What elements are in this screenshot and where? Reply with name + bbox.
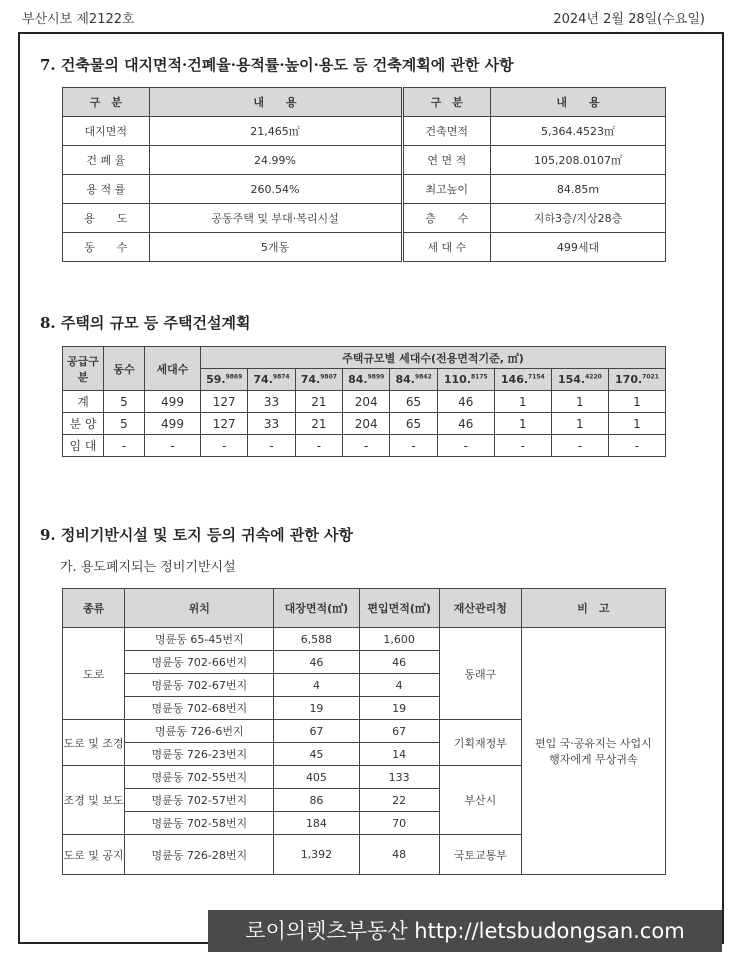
table-cell: 46 — [274, 651, 359, 674]
table-cell: 1 — [494, 413, 551, 435]
table-cell: 1,392 — [274, 835, 359, 875]
table-cell: - — [201, 435, 248, 457]
size-header — [390, 369, 437, 391]
section-9-title: 9. 정비기반시설 및 토지 등의 귀속에 관한 사항 — [40, 526, 354, 544]
subsection-title: 가. 용도폐지되는 정비기반시설 — [60, 560, 236, 575]
size-int: 154. — [557, 373, 586, 386]
table-cell: 지하3층/지상28층 — [491, 204, 666, 233]
infrastructure-table — [62, 588, 666, 875]
table-cell: 동래구 — [439, 628, 521, 720]
gazette-date: 2024년 2월 28일(수요일) — [553, 12, 705, 27]
table-cell: 종류 — [63, 589, 125, 628]
building-plan-table — [62, 87, 666, 262]
table-cell: - — [437, 435, 494, 457]
size-dec: 7154 — [528, 373, 545, 381]
table-cell: 용 적 률 — [63, 175, 150, 204]
table-cell: 184 — [274, 812, 359, 835]
size-header — [551, 369, 608, 391]
table-cell: 19 — [359, 697, 439, 720]
table-cell: 편입 국·공유지는 사업시행자에게 무상귀속 — [521, 628, 665, 875]
table-cell: 65 — [390, 391, 437, 413]
table-cell: 명륜동 702-66번지 — [125, 651, 274, 674]
table-cell: 4 — [359, 674, 439, 697]
size-dec: 8175 — [470, 373, 488, 381]
table-cell: 최고높이 — [402, 175, 491, 204]
watermark: 로이의렛츠부동산 http://letsbudongsan.com — [208, 910, 722, 952]
size-header — [201, 369, 248, 391]
size-dec: 9869 — [225, 373, 243, 381]
table-cell: 부산시 — [439, 766, 521, 835]
table-cell: 105,208.0107㎡ — [491, 146, 666, 175]
table-cell: 499세대 — [491, 233, 666, 262]
table-cell: 127 — [201, 413, 248, 435]
table-cell: 127 — [201, 391, 248, 413]
size-int: 74. — [300, 373, 321, 386]
gazette-issue: 부산시보 제2122호 — [22, 12, 135, 27]
table-cell: 대장면적(㎡) — [274, 589, 359, 628]
th: 내 용 — [149, 88, 402, 117]
th: 내 용 — [491, 88, 666, 117]
table-cell: 1 — [494, 391, 551, 413]
table-row — [63, 204, 666, 233]
table-row — [63, 175, 666, 204]
table-cell: 국토교통부 — [439, 835, 521, 875]
table-cell: 33 — [248, 413, 295, 435]
table-cell: 위치 — [125, 589, 274, 628]
th: 동수 — [104, 347, 145, 391]
table-cell: 33 — [248, 391, 295, 413]
table-cell: - — [608, 435, 665, 457]
table-cell: 46 — [437, 391, 494, 413]
th: 세대수 — [145, 347, 201, 391]
table-cell: 1 — [608, 413, 665, 435]
table-cell: 260.54% — [149, 175, 402, 204]
table-cell: - — [551, 435, 608, 457]
table-cell: 19 — [274, 697, 359, 720]
table-cell: 재산관리청 — [439, 589, 521, 628]
table-cell: 층 수 — [402, 204, 491, 233]
table-cell: 명륜동 702-55번지 — [125, 766, 274, 789]
size-header — [248, 369, 295, 391]
table-cell: 5 — [104, 391, 145, 413]
size-dec: 7021 — [642, 373, 659, 381]
table-row — [63, 117, 666, 146]
table-cell: 499 — [145, 413, 201, 435]
table-cell: 공동주택 및 부대·복리시설 — [149, 204, 402, 233]
section-8-title: 8. 주택의 규모 등 주택건설계획 — [40, 314, 251, 332]
table-cell: 명륜동 702-68번지 — [125, 697, 274, 720]
table-cell: 46 — [359, 651, 439, 674]
table-cell: 도로 및 공지 — [63, 835, 125, 875]
table-cell: 동 수 — [63, 233, 150, 262]
table-cell: 499 — [145, 391, 201, 413]
table-cell: 명륜동 726-23번지 — [125, 743, 274, 766]
table-cell: - — [295, 435, 342, 457]
size-dec: 9899 — [367, 373, 385, 381]
size-int: 146. — [500, 373, 529, 386]
table-cell: 명륜동 702-58번지 — [125, 812, 274, 835]
table-cell: 67 — [359, 720, 439, 743]
table-cell: 204 — [343, 413, 390, 435]
table-cell: 기획재정부 — [439, 720, 521, 766]
table-cell: 1,600 — [359, 628, 439, 651]
size-int: 84. — [348, 373, 368, 386]
table-cell: 비 고 — [521, 589, 665, 628]
table-cell: 도로 — [63, 628, 125, 720]
table-cell: 명륜동 726-6번지 — [125, 720, 274, 743]
table-cell: 명륜동 726-28번지 — [125, 835, 274, 875]
housing-plan-table — [62, 346, 666, 457]
table-cell: 204 — [343, 391, 390, 413]
table-row — [63, 628, 666, 651]
th: 구 분 — [63, 88, 150, 117]
size-header — [295, 369, 342, 391]
size-int: 74. — [253, 373, 273, 386]
table-cell: 도로 및 조경 — [63, 720, 125, 766]
size-int: 59. — [206, 373, 226, 386]
table-cell: - — [494, 435, 551, 457]
size-header — [494, 369, 551, 391]
table-cell: 명륜동 702-67번지 — [125, 674, 274, 697]
size-int: 84. — [395, 373, 415, 386]
table-cell: 연 면 적 — [402, 146, 491, 175]
table-cell: 세 대 수 — [402, 233, 491, 262]
size-header — [437, 369, 494, 391]
table-cell: 21 — [295, 413, 342, 435]
table-cell: - — [343, 435, 390, 457]
table-row — [63, 146, 666, 175]
size-dec: 4220 — [585, 373, 602, 381]
table-cell: 48 — [359, 835, 439, 875]
table-cell: 21 — [295, 391, 342, 413]
table-cell: 1 — [551, 413, 608, 435]
size-dec: 9842 — [414, 373, 432, 381]
table-cell: - — [145, 435, 201, 457]
table-row — [63, 413, 666, 435]
th: 공급구분 — [63, 347, 104, 391]
table-cell: - — [248, 435, 295, 457]
th: 주택규모별 세대수(전용면적기준, ㎡) — [201, 347, 666, 369]
table-row — [63, 233, 666, 262]
table-cell: 계 — [63, 391, 104, 413]
table-cell: 22 — [359, 789, 439, 812]
table-cell: 4 — [274, 674, 359, 697]
table-cell: 46 — [437, 413, 494, 435]
table-cell: 용 도 — [63, 204, 150, 233]
table-cell: 5 — [104, 413, 145, 435]
section-7-title: 7. 건축물의 대지면적·건폐율·용적률·높이·용도 등 건축계획에 관한 사항 — [40, 56, 514, 74]
table-cell: 405 — [274, 766, 359, 789]
table-row — [63, 435, 666, 457]
table-cell: 임 대 — [63, 435, 104, 457]
size-header — [343, 369, 390, 391]
table-cell: 대지면적 — [63, 117, 150, 146]
table-cell: 건축면적 — [402, 117, 491, 146]
table-cell: 명륜동 65-45번지 — [125, 628, 274, 651]
size-header — [608, 369, 665, 391]
table-cell: 14 — [359, 743, 439, 766]
table-cell: 70 — [359, 812, 439, 835]
table-cell: 86 — [274, 789, 359, 812]
table-cell: 84.85m — [491, 175, 666, 204]
table-cell: 65 — [390, 413, 437, 435]
th: 구 분 — [402, 88, 491, 117]
table-cell: 67 — [274, 720, 359, 743]
table-row — [63, 391, 666, 413]
table-cell: 24.99% — [149, 146, 402, 175]
size-int: 170. — [615, 373, 643, 386]
table-cell: - — [104, 435, 145, 457]
table-cell: 5개동 — [149, 233, 402, 262]
table-cell: 편입면적(㎡) — [359, 589, 439, 628]
table-cell: 5,364.4523㎡ — [491, 117, 666, 146]
size-dec: 9807 — [320, 373, 337, 381]
size-dec: 9874 — [272, 373, 290, 381]
table-cell: 1 — [551, 391, 608, 413]
table-cell: 분 양 — [63, 413, 104, 435]
table-cell: 명륜동 702-57번지 — [125, 789, 274, 812]
table-cell: - — [390, 435, 437, 457]
table-cell: 6,588 — [274, 628, 359, 651]
table-cell: 45 — [274, 743, 359, 766]
table-cell: 조경 및 보도 — [63, 766, 125, 835]
table-cell: 21,465㎡ — [149, 117, 402, 146]
size-int: 110. — [443, 373, 471, 386]
table-cell: 1 — [608, 391, 665, 413]
table-cell: 건 폐 율 — [63, 146, 150, 175]
table-cell: 133 — [359, 766, 439, 789]
